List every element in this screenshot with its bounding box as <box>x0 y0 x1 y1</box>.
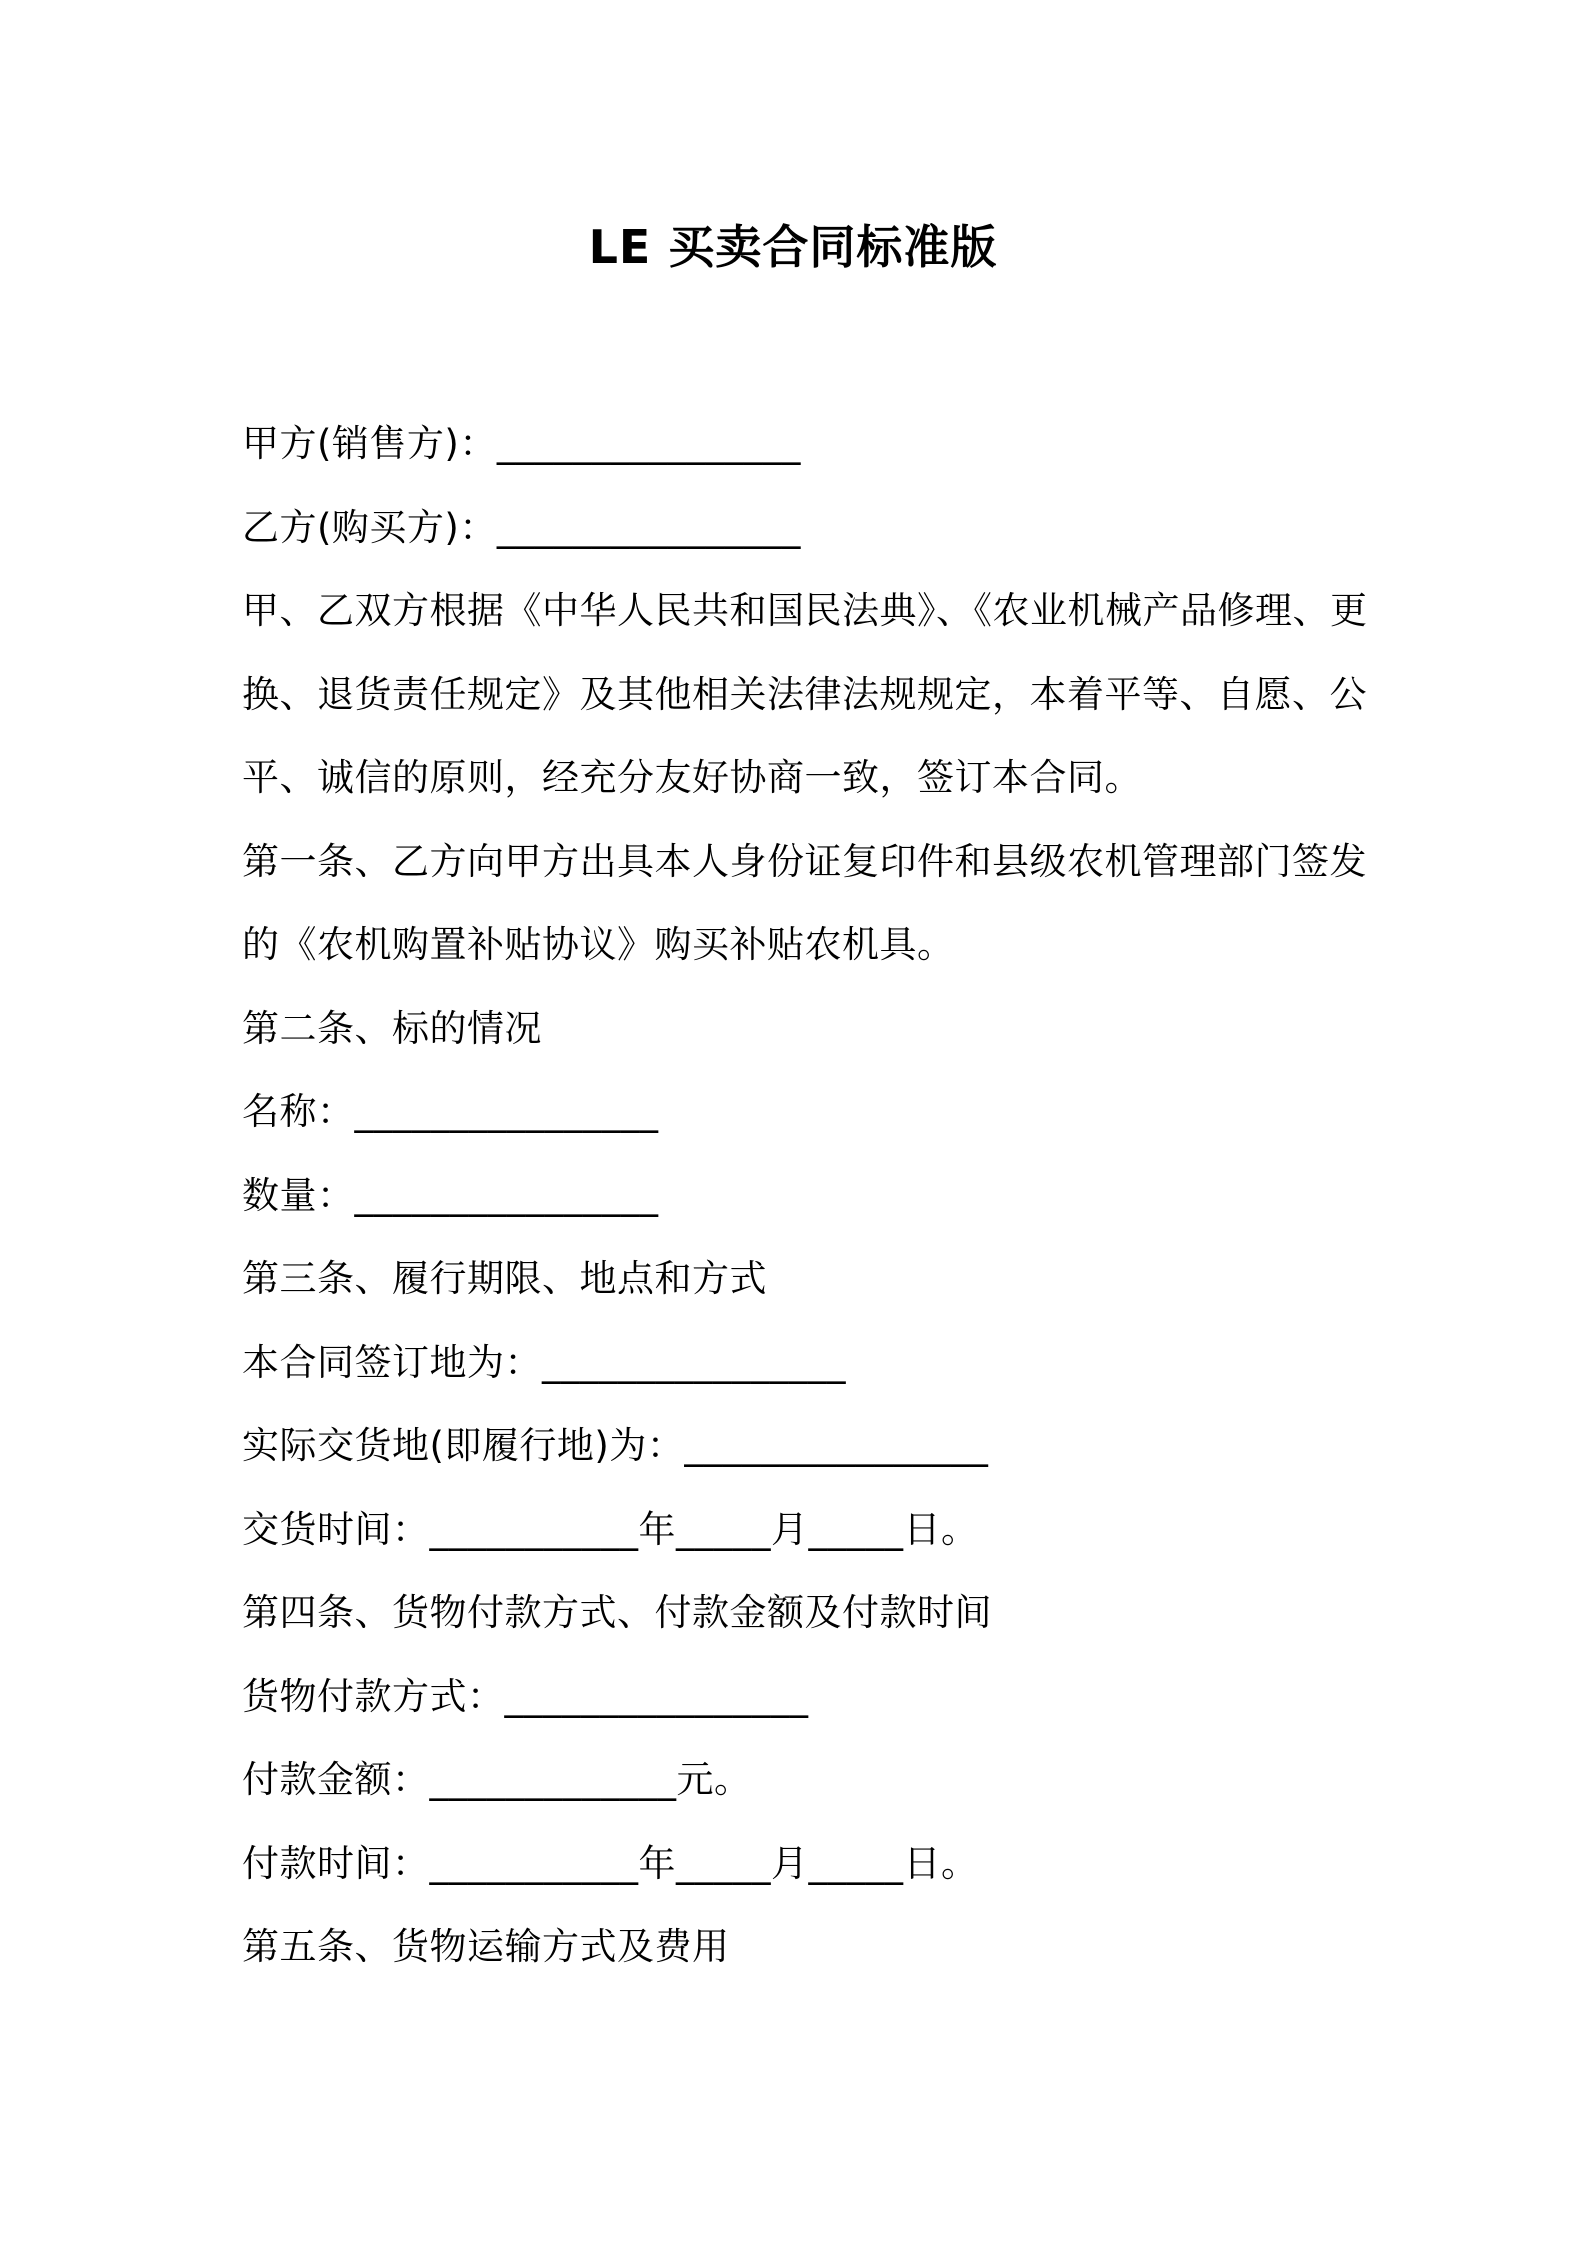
party-a-line: 甲方(销售方)：________________ <box>242 422 801 465</box>
signing-place-line: 本合同签订地为：________________ <box>242 1340 846 1384</box>
preamble-line-3: 平、诚信的原则，经充分友好协商一致，签订本合同。 <box>242 756 1142 799</box>
payment-method-line: 货物付款方式：________________ <box>242 1674 809 1718</box>
preamble-line-1: 甲、乙双方根据《中华人民共和国民法典》、《农业机械产品修理、更 <box>242 589 1368 632</box>
payment-amount-line: 付款金额：_____________元。 <box>242 1758 752 1801</box>
article-1-line-2: 的《农机购置补贴协议》购买补贴农机具。 <box>242 923 955 966</box>
document-body <box>242 402 1368 1989</box>
payment-time-line: 付款时间：___________年_____月_____日。 <box>242 1841 979 1885</box>
document-title: LE 买卖合同标准版 <box>588 220 998 274</box>
article-1-line-1: 第一条、乙方向甲方出具本人身份证复印件和县级农机管理部门签发 <box>242 839 1367 883</box>
delivery-time-line: 交货时间：___________年_____月_____日。 <box>242 1507 979 1551</box>
item-name-line: 名称：________________ <box>242 1090 659 1133</box>
item-quantity-line: 数量：________________ <box>242 1173 659 1217</box>
article-3-heading: 第三条、履行期限、地点和方式 <box>242 1257 767 1300</box>
delivery-place-line: 实际交货地(即履行地)为：________________ <box>242 1424 989 1467</box>
article-4-heading: 第四条、货物付款方式、付款金额及付款时间 <box>242 1591 992 1634</box>
preamble-line-2: 换、退货责任规定》及其他相关法律法规规定，本着平等、自愿、公 <box>242 672 1367 716</box>
article-5-heading: 第五条、货物运输方式及费用 <box>242 1925 730 1968</box>
party-b-line: 乙方(购买方)：________________ <box>242 505 801 549</box>
article-2-heading: 第二条、标的情况 <box>242 1006 542 1050</box>
